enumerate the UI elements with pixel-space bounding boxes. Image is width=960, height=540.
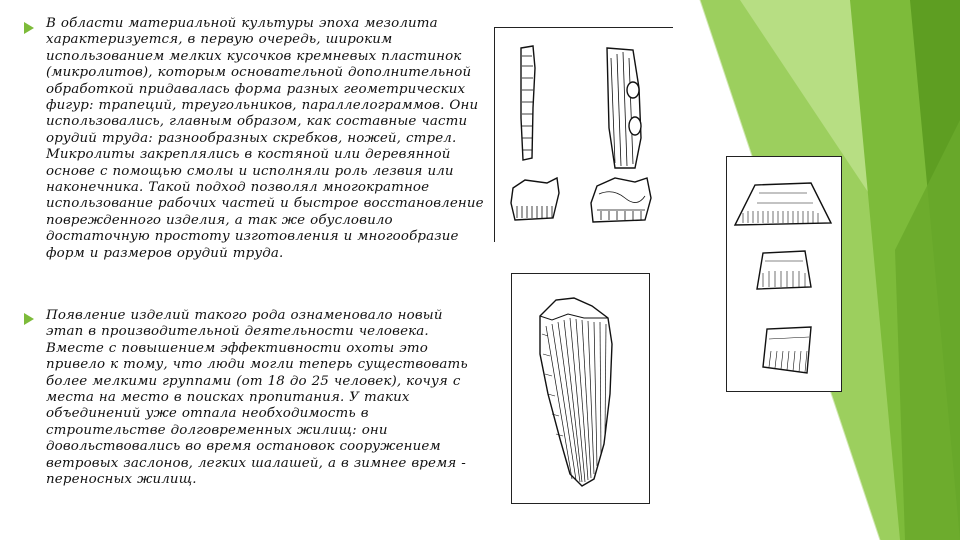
triangle-bullet-icon	[24, 313, 34, 325]
geometric-microliths-drawing	[727, 157, 841, 391]
paragraph-microliths: В области материальной культуры эпоха мезолита характеризуется, в первую очередь, широким использованием мелких кусочков кремневых пластинок (микролитов), которым основательной дополнительной обработкой придавалась форма разных геометрических фигур: трапеций, треугольников, параллелограммов. Они использовались, главным образом, как составные части орудий труда: разнообразных скребков, ножей, стрел. Микролиты закреплялись в костяной или деревянной основе с помощью смолы и исполняли роль лезвия или наконечника. Такой подход позволял многократное использование рабочих частей и быстрое восстановление поврежденного изделия, а так же обусловило достаточную простоту изготовления и многообразие форм и размеров орудий труда.	[46, 16, 484, 261]
figure-geometric-microliths	[726, 156, 842, 392]
microlith-blades-drawing	[495, 28, 673, 242]
figure-stone-core	[511, 273, 650, 504]
stone-core-drawing	[512, 274, 649, 503]
paragraph-new-stage: Появление изделий такого рода ознаменовало новый этап в производительной деятельности человека. Вместе с повышением эффективности охоты это привело к тому, что люди могли теперь существовать более мелкими группами (от 18 до 25 человек), кочуя с места на место в поисках пропитания. У таких объединений уже отпала необходимость в строительстве долговременных жилищ: они довольствовались во время остановок сооружением ветровых заслонов, легких шалашей, а в зимнее время - переносных жилищ.	[46, 308, 468, 488]
triangle-bullet-icon	[24, 22, 34, 34]
figure-microlith-blades	[494, 27, 673, 242]
